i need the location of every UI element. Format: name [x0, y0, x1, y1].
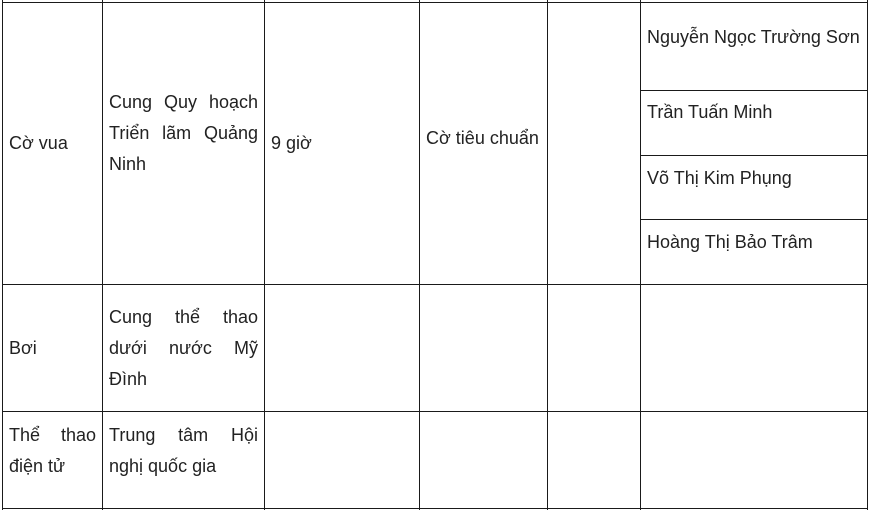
time-text: 9 giờ — [271, 133, 312, 153]
sport-cell: Cờ vua — [9, 133, 68, 153]
format-text: Cờ tiêu chuẩn — [426, 128, 539, 148]
athlete-divider — [640, 155, 868, 156]
athlete-divider — [640, 219, 868, 220]
athlete-name: Võ Thị Kim Phụng — [647, 168, 792, 188]
sport-cell: Thể thao điện tử — [9, 425, 96, 476]
format-cell — [420, 3, 547, 284]
extra-cell — [548, 3, 640, 284]
athlete-name: Trần Tuấn Minh — [647, 102, 773, 122]
table-row — [3, 3, 102, 284]
venue-cell — [103, 3, 264, 284]
table-row — [3, 285, 102, 411]
athlete-name: Hoàng Thị Bảo Trâm — [647, 232, 813, 252]
venue-text: Cung Quy hoạch Triển lãm Quảng Ninh — [109, 92, 258, 174]
athlete-name: Nguyễn Ngọc Trường Sơn — [647, 27, 860, 47]
sport-cell: Bơi — [9, 337, 37, 358]
athlete-divider — [640, 90, 868, 91]
venue-text: Trung tâm Hội nghị quốc gia — [109, 425, 258, 476]
venue-cell — [103, 285, 264, 411]
time-cell — [265, 3, 419, 284]
venue-cell — [103, 412, 264, 508]
column-divider — [640, 0, 641, 510]
table-border-bottom — [2, 508, 868, 509]
table-border-right — [867, 0, 868, 510]
table-row — [3, 412, 102, 508]
venue-text: Cung thể thao dưới nước Mỹ Đình — [109, 306, 258, 389]
